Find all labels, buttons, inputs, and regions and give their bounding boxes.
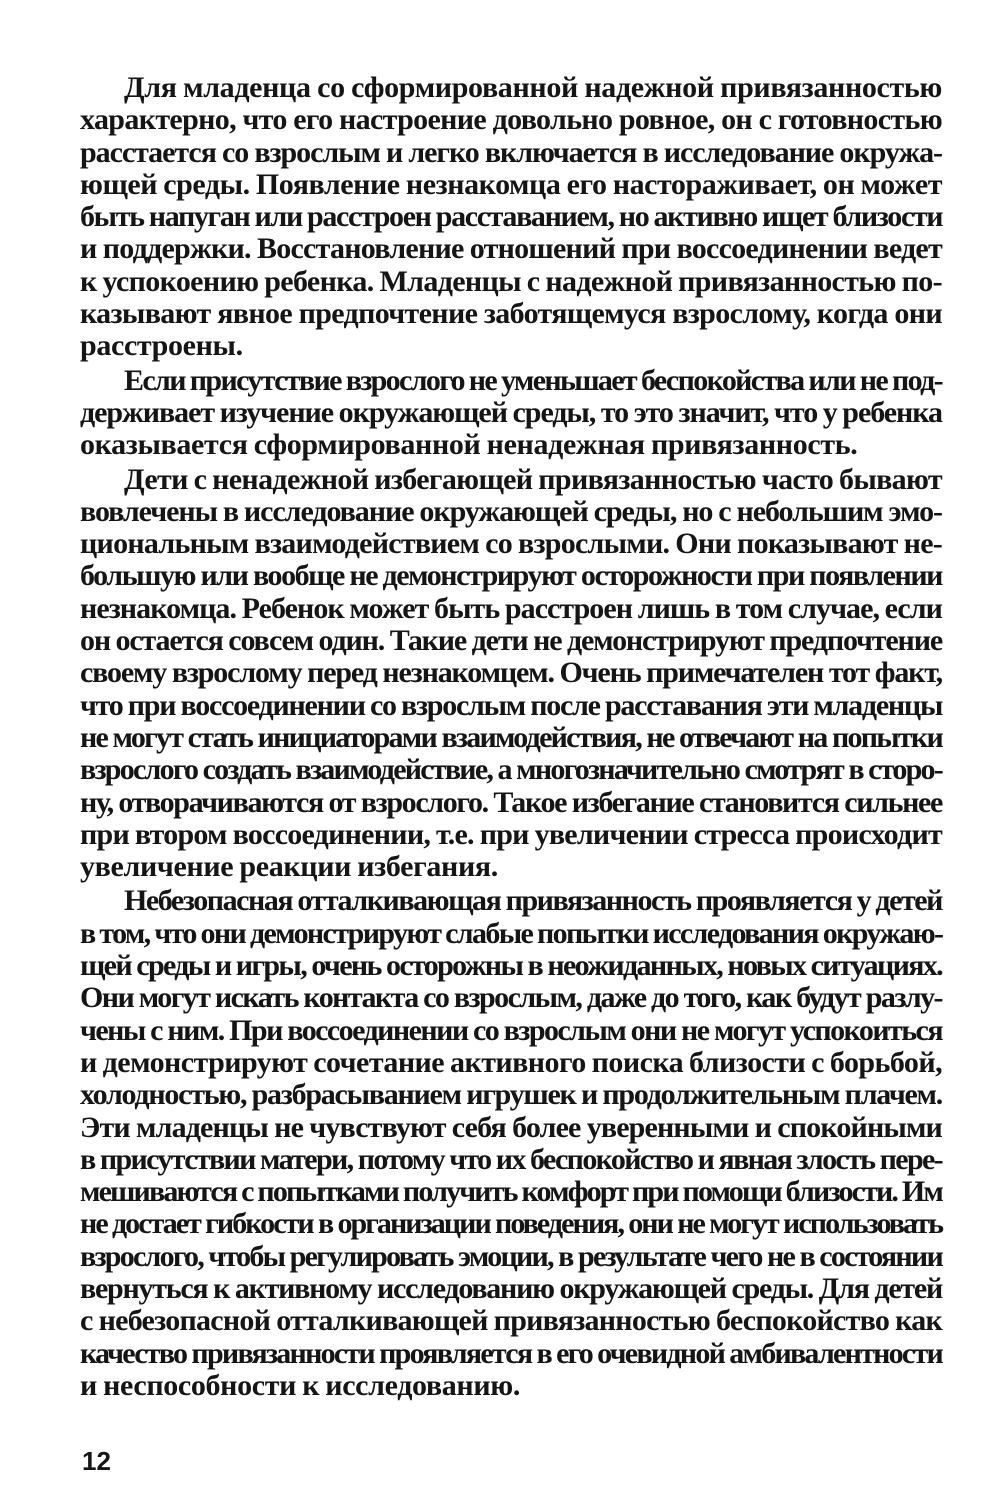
text-line: щей среды и игры, очень осторожны в неожиданных, новых ситуациях. <box>80 949 942 983</box>
page-number: 12 <box>82 1446 111 1476</box>
text-line: мешиваются с попытками получить комфорт при помощи близости. Им <box>80 1175 942 1209</box>
text-line: в том, что они демонстрируют слабые попытки исследования окружаю- <box>80 916 943 950</box>
text-line: быть напуган или расстроен расставанием, но активно ищет близости <box>80 200 943 234</box>
body-text <box>80 72 942 1404</box>
text-line: незнакомца. Ребенок может быть расстроен лишь в том случае, если <box>80 591 942 625</box>
text-line: своему взрослому перед незнакомцем. Очень примечателен тот факт, <box>80 656 942 690</box>
text-line: чены с ним. При воссоединении со взрослым они не могут успокоиться <box>80 1013 942 1047</box>
text-line: Небезопасная отталкивающая привязанность проявляется у детей <box>124 884 942 918</box>
text-line: расстается со взрослым и легко включается в исследование окружа- <box>80 135 942 169</box>
text-line: и демонстрируют сочетание активного поиска близости с борьбой, <box>80 1045 943 1079</box>
text-line: большую или вообще не демонстрируют осторожности при появлении <box>80 559 942 593</box>
text-line: Они могут искать контакта со взрослым, даже до того, как будут разлу- <box>80 981 942 1015</box>
text-line: ющей среды. Появление незнакомца его настораживает, он может <box>80 167 942 201</box>
text-line: Дети с ненадежной избегающей привязанностью часто бывают <box>124 462 942 496</box>
text-line: держивает изучение окружающей среды, то это значит, что у ребенка <box>80 395 942 429</box>
text-line: казывают явное предпочтение заботящемуся взрослому, когда они <box>80 297 942 331</box>
text-line: Если присутствие взрослого не уменьшает беспокойства или не под- <box>124 363 942 397</box>
text-line: расстроены. <box>80 329 243 363</box>
text-line: Эти младенцы не чувствуют себя более уверенными и спокойными <box>80 1110 942 1144</box>
text-line: вовлечены в исследование окружающей среды, но с небольшим эмо- <box>80 494 942 528</box>
text-line: взрослого, чтобы регулировать эмоции, в результате чего не в состоянии <box>80 1239 942 1273</box>
text-line: что при воссоединении со взрослым после расставания эти младенцы <box>80 688 943 722</box>
text-line: при втором воссоединении, т.е. при увеличении стресса происходит <box>80 817 942 851</box>
text-line: качество привязанности проявляется в его очевидной амбивалентности <box>80 1336 942 1370</box>
text-line: он остается совсем один. Такие дети не демонстрируют предпочтение <box>80 624 942 658</box>
paragraph <box>80 72 942 363</box>
text-line: в присутствии матери, потому что их беспокойство и явная злость пере- <box>80 1142 942 1176</box>
text-line: холодностью, разбрасыванием игрушек и продолжительным плачем. <box>80 1078 942 1112</box>
text-line: не могут стать инициаторами взаимодействия, не отвечают на попытки <box>80 720 942 754</box>
text-line: с небезопасной отталкивающей привязанностью беспокойство как <box>80 1304 942 1338</box>
text-line: к успокоению ребенка. Младенцы с надежной привязанностью по- <box>80 264 942 298</box>
text-line: увеличение реакции избегания. <box>80 850 498 884</box>
text-line: вернуться к активному исследованию окружающей среды. Для детей <box>80 1271 942 1305</box>
text-line: и неспособности к исследованию. <box>80 1368 521 1402</box>
text-line: характерно, что его настроение довольно ровное, он с готовностью <box>80 103 942 137</box>
paragraph <box>80 885 942 1402</box>
paragraph <box>80 464 942 884</box>
text-line: Для младенца со сформированной надежной привязанностью <box>124 71 942 104</box>
text-line: взрослого создать взаимодействие, а многозначительно смотрят в сторо- <box>80 753 942 787</box>
text-line: ну, отворачиваются от взрослого. Такое избегание становится сильнее <box>80 785 942 819</box>
text-line: циональным взаимодействием со взрослыми. Они показывают не- <box>80 527 942 561</box>
text-line: оказывается сформированной ненадежная привязанность. <box>80 428 858 462</box>
text-line: и поддержки. Восстановление отношений при воссоединении ведет <box>80 232 942 266</box>
text-line: не достает гибкости в организации поведения, они не могут использовать <box>80 1207 942 1241</box>
paragraph <box>80 365 942 462</box>
